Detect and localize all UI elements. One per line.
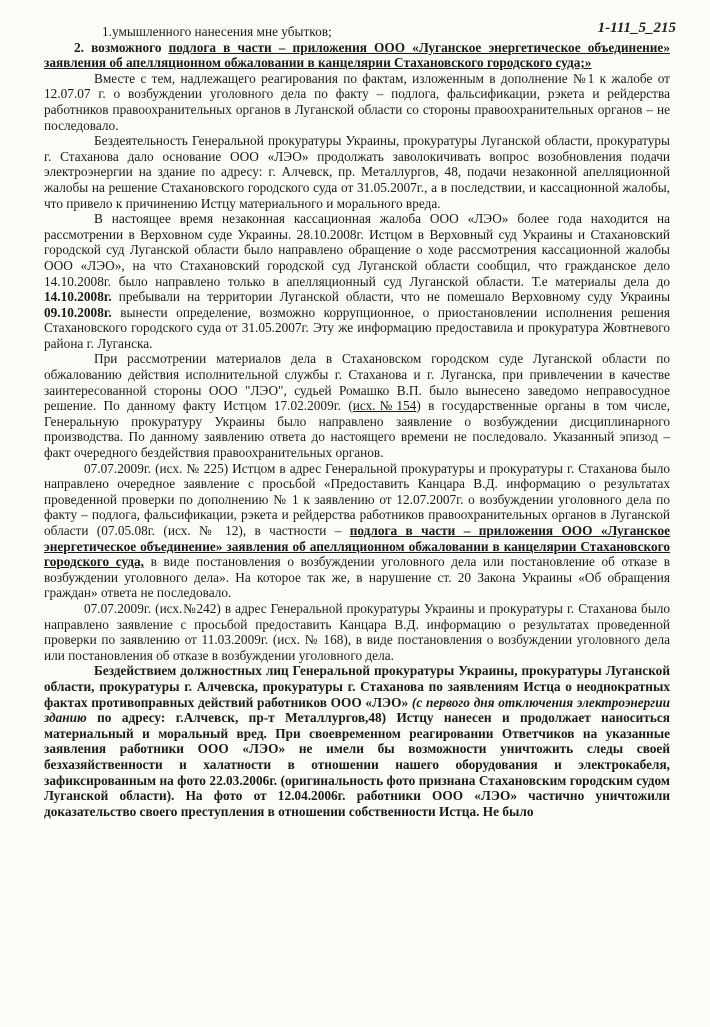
paragraph-7-italic: (с первого дня отключения электроэнергии зданию: [44, 694, 670, 726]
paragraph-3-date-bold-2: 09.10.2008г.: [44, 304, 112, 320]
paragraph-4-text-a: При рассмотрении материалов дела в Стахановском городском суде Луганской области по обжалованию действия исполнительной службы г. Стаханова и г. Луганска, при привлечении в качестве заинтересованной стороны ООО "ЛЭО", судьей Ромашко В.П. было вынесено заведомо неправосудное решение. По данному факту Истцом 17.02.2009г. (: [44, 351, 670, 414]
paragraph-4-text-b: ) в государственные органы в том числе, Генеральную прокуратуру Украины было направлено заявление о возбуждении дисциплинарного производства. По данному заявлению ответа до настоящего времени не последовало. Указанный эпизод – факт очередного бездействия правоохранительных органов.: [44, 398, 671, 461]
list-item-2-prefix: 2. возможного: [74, 39, 169, 55]
paragraph-3-date-bold-1: 14.10.2008г.: [44, 289, 112, 305]
paragraph-3-text-b: пребывали на территории Луганской области, что не помешало Верховному суду Украины: [111, 289, 670, 305]
paragraph-4: [44, 351, 670, 460]
paragraph-7-text-a: Бездействием должностных лиц Генеральной прокуратуры Украины, прокуратуры Луганской области, прокуратуры г. Алчевска, прокуратуры г. Стаханова по заявлениям Истца о неоднократных фактах противоправных действий работников ООО «ЛЭО»: [44, 663, 670, 710]
paragraph-5: [44, 461, 670, 601]
paragraph-1: Вместе с тем, надлежащего реагирования по фактам, изложенным в дополнение №1 к жалобе от 12.07.07 г. о возбуждении уголовного дела по факту – подлога, фальсификации, рэкета и рейдерства работников правоохранительных органов в Луганской области со стороны правоохранительных органов – не последовало.: [44, 70, 670, 133]
paragraph-3-text-c: вынести определение, возможно коррупционное, о приостановлении исполнения решения Стахановского городского суда от 31.05.2007г. Эту же информацию предоставила и прокуратура Жовтневого района г. Луганска.: [44, 304, 670, 351]
paragraph-5-underlined: подлога в части – приложения ООО «Луганское энергетическое объединение» заявления об апелляционном обжаловании в канцелярии Стахановского городского суда,: [44, 523, 670, 570]
paragraph-4-ref-underlined: исх.№154: [352, 398, 417, 414]
document-body: [44, 24, 670, 819]
paragraph-2: Бездеятельность Генеральной прокуратуры Украины, прокуратуры Луганской области, прокуратуры г. Стаханова дало основание ООО «ЛЭО» продолжать заволокичивать вопрос возобновления подачи электроэнергии на здание по адресу: г. Алчевск, пр. Металлургов, 48, подачи незаконной апелляционной жалобы на решение Стахановского городского суда от 31.05.2007г., а в последствии, и кассационной жалобы, что привело к причинению Истцу материального и морального вреда.: [44, 133, 670, 211]
paragraph-5-text-b: в виде постановления о возбуждении уголовного дела или постановление об отказе в возбуждении уголовного дела». На которое так же, в нарушение ст. 20 Закона Украины «Об обращения граждан» ответа не последовало.: [44, 554, 670, 601]
paragraph-7: [44, 663, 670, 819]
paragraph-7-text-b: по адресу: г.Алчевск, пр-т Металлургов,48) Истцу нанесен и продолжает наноситься материальный и моральный вред. При своевременном реагировании Ответчиков на указанные заявления работники ООО «ЛЭО» не имели бы возможности уничтожить следы своей безхазяйственности и халатности в отношении нашего оборудования и электрокабеля, зафиксированным на фото 22.03.2006г. (оригинальность фото признана Стахановским городским судом Луганской области). На фото от 12.04.2006г. работники ООО «ЛЭО» частично уничтожили доказательство своего преступления в отношении собственности Истца. Не было: [44, 710, 670, 819]
paragraph-3-text-a: В настоящее время незаконная кассационная жалоба ООО «ЛЭО» более года находится на рассмотрении в Верховном суде Украины. 28.10.2008г. Истцом в Верховный суд Украины и Стахановский городской суд Луганской области было направлено обращение о ходе рассмотрения кассационной жалобы ООО «ЛЭО», на что Стахановский городской суд Луганской области сообщил, что гражданское дело 14.10.2008г. было направлено только в апелляционный суд Луганской области. Т.е материалы дела до: [44, 211, 670, 289]
paragraph-5-text-a: 07.07.2009г. (исх. № 225) Истцом в адрес Генеральной прокуратуры и прокуратуры г. Стаханова было направлено очередное заявление с просьбой «Предоставить Канцара В.Д. информацию о результатах проведенной проверки по дополнению № 1 к заявлению от 12.07.2007г. о возбуждении уголовного дела по факту – подлога, фальсификации, рэкета и рейдерства работников правоохранительных органов в Луганской области (07.05.08г. (исх. № 12), в частности –: [44, 460, 670, 538]
list-item-1: 1.умышленного нанесения мне убытков;: [102, 24, 332, 39]
list-item-2-underlined: подлога в части – приложения ООО «Луганское энергетическое объединение» заявления об апелляционном обжаловании в канцелярии Стахановского городского суда;»: [44, 39, 670, 71]
list-item-2: [44, 40, 670, 71]
page-identifier: 1-111_5_215: [597, 20, 676, 36]
paragraph-6: 07.07.2009г. (исх.№242) в адрес Генеральной прокуратуры Украины и прокуратуры г. Стаханова было направлено заявление с просьбой предоставить Канцара В.Д. информацию о результатах проведенной проверки по заявлению от 11.03.2009г. (исх. № 168), в виде постановления о возбуждении уголовного дела или постановления об отказе в возбуждении уголовного дела.: [44, 600, 670, 663]
paragraph-3: [44, 211, 670, 351]
